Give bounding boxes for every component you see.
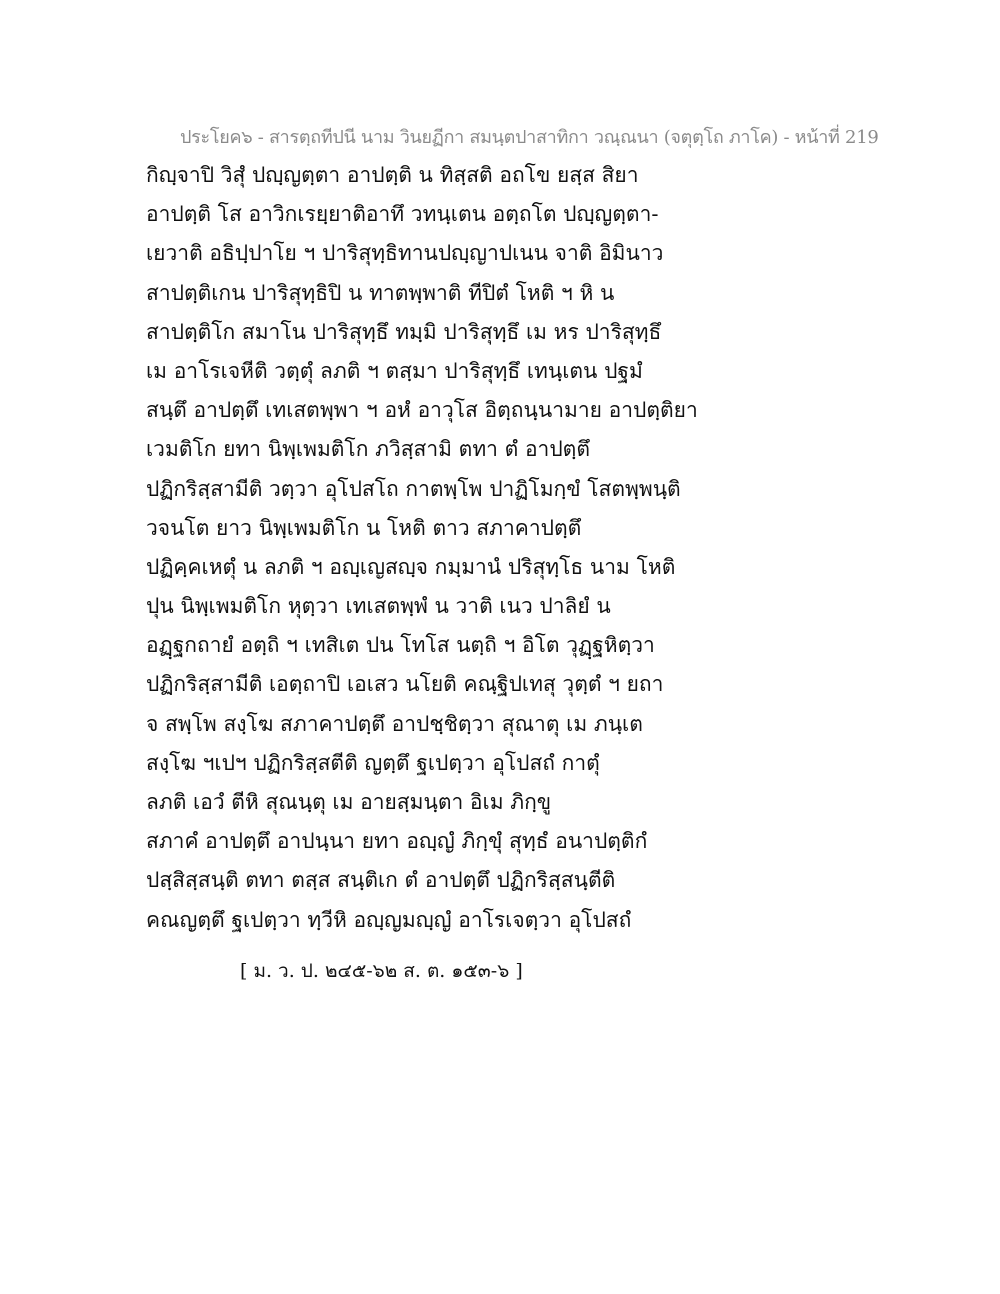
text-line: อฏฺฐกถายํ อตฺถิ ฯ เทสิเต ปน โทโส นตฺถิ ฯ อิโต วุฏฺฐหิตฺวา [146,633,655,658]
text-line: ปฏิคฺคเหตุํ น ลภติ ฯ อญฺเญสญฺจ กมฺมานํ ปริสุทฺโธ นาม โหติ [146,554,676,579]
running-header: ประโยค๖ - สารตฺถทีปนี นาม วินยฏีกา สมนฺตปาสาทิกา วณฺณนา (จตุตฺโถ ภาโค) - หน้าที่ 219 [180,127,879,148]
text-line: สภาคํ อาปตฺตึ อาปนฺนา ยทา อญฺญํ ภิกฺขุํ สุทฺธํ อนาปตฺติกํ [146,829,648,854]
text-line: อาปตฺติ โส อาวิกเรยฺยาติอาทึ วทนฺเตน อตฺถโต ปญฺญตฺตา- [146,202,659,227]
text-line: สาปตฺติโก สมาโน ปาริสุทฺธึ ทมฺมิ ปาริสุทฺธึ เม หร ปาริสุทฺธึ [146,319,662,344]
source-reference: [ ม. ว. ป. ๒๔๕-๖๒ ส. ต. ๑๕๓-๖ ] [240,960,523,982]
text-line: สาปตฺติเกน ปาริสุทฺธิปิ น ทาตพฺพาติ ทีปิตํ โหติ ฯ หิ น [146,280,615,305]
text-line: จ สพฺโพ สงฺโฆ สภาคาปตฺตึ อาปชฺชิตฺวา สุณาตุ เม ภนฺเต [146,711,643,736]
text-line: ปุน นิพฺเพมติโก หุตฺวา เทเสตพฺพํ น วาติ เนว ปาลิยํ น [146,594,611,619]
text-line: คณญตฺตึ ฐเปตฺวา ทฺวีหิ อญฺญมญฺญํ อาโรเจตฺวา อุโปสถํ [146,907,632,932]
text-line: ปสฺสิสฺสนฺติ ตทา ตสฺส สนฺติเก ตํ อาปตฺตึ ปฏิกริสฺสนฺตีติ [146,868,616,893]
text-line: เวมติโก ยทา นิพฺเพมติโก ภวิสฺสามิ ตทา ตํ อาปตฺตึ [146,437,590,462]
text-line: วจนโต ยาว นิพฺเพมติโก น โหติ ตาว สภาคาปตฺตึ [146,515,582,540]
text-line: กิญฺจาปิ วิสุํ ปญฺญตฺตา อาปตฺติ น ทิสฺสติ อถโข ยสฺส สิยา [146,163,639,187]
text-line: ปฏิกริสฺสามีติ วตฺวา อุโปสโถ กาตพฺโพ ปาฏิโมกฺขํ โสตพฺพนฺติ [146,476,681,501]
text-line: ลภติ เอวํ ตีหิ สุณนฺตุ เม อายสฺมนฺตา อิเม ภิกฺขู [146,790,552,814]
body-text [146,156,706,940]
text-line: เม อาโรเจหีติ วตฺตุํ ลภติ ฯ ตสฺมา ปาริสุทฺธึ เทนฺเตน ปฐมํ [146,358,643,383]
text-line: ปฏิกริสฺสามีติ เอตฺถาปิ เอเสว นโยติ คณฺฐิปเทสุ วุตฺตํ ฯ ยถา [146,672,664,697]
text-line: เยวาติ อธิปฺปาโย ฯ ปาริสุทฺธิทานปญฺญาปเนน จาติ อิมินาว [146,241,664,266]
text-line: สงฺโฆ ฯเปฯ ปฏิกริสฺสตีติ ญตฺตึ ฐเปตฺวา อุโปสถํ กาตุํ [146,750,600,775]
text-line: สนฺตึ อาปตฺตึ เทเสตพฺพา ฯ อหํ อาวุโส อิตฺถนฺนามาย อาปตฺติยา [146,398,698,423]
